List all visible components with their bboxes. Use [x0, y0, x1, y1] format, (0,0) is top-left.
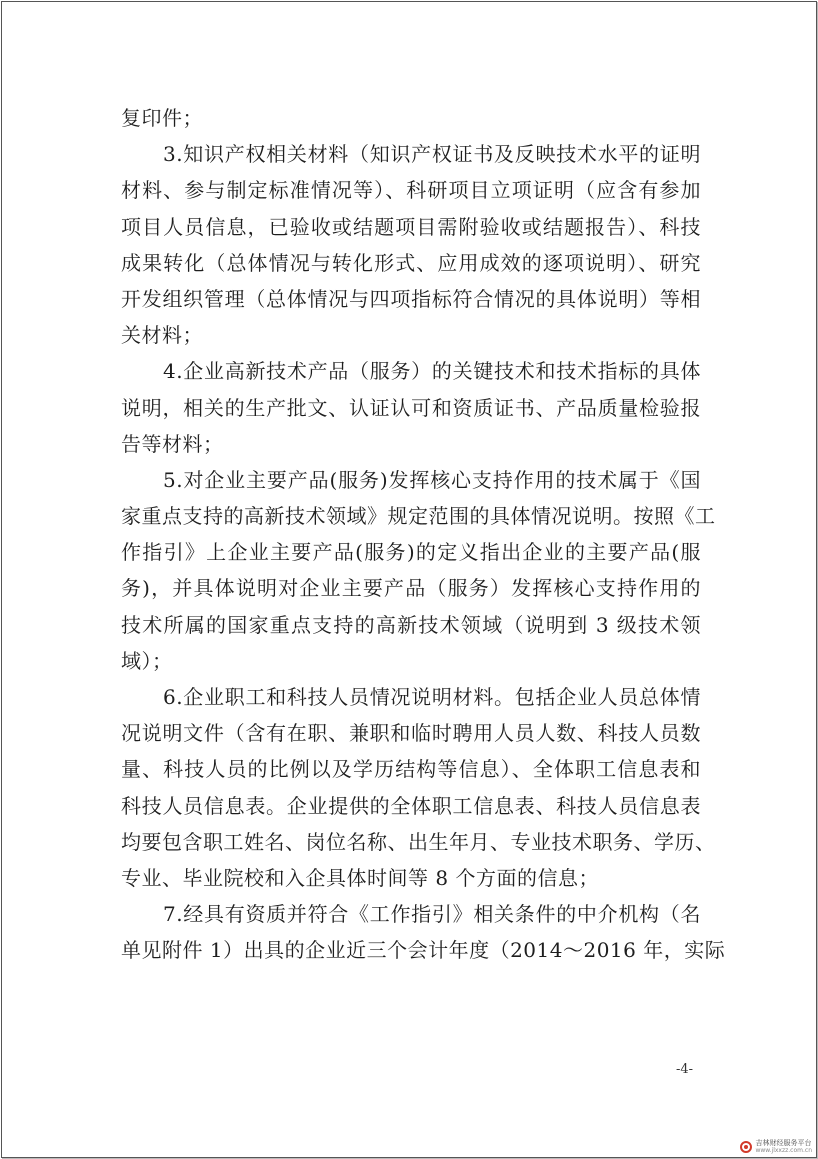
- text-line: 务)，并具体说明对企业主要产品（服务）发挥核心支持作用的: [121, 576, 701, 601]
- watermark: [740, 1139, 812, 1155]
- text-line: 成果转化（总体情况与转化形式、应用成效的逐项说明）、研究: [121, 250, 701, 275]
- text-line: 6.企业职工和科技人员情况说明材料。包括企业人员总体情: [163, 685, 701, 709]
- watermark-url: www.jlxxzz.com.cn: [755, 1147, 812, 1154]
- text-line: 关材料；: [121, 323, 203, 348]
- text-line: 7.经具有资质并符合《工作指引》相关条件的中介机构（名: [163, 902, 701, 927]
- text-line: 况说明文件（含有在职、兼职和临时聘用人员人数、科技人员数: [121, 721, 701, 746]
- text-line: 材料、参与制定标准情况等）、科研项目立项证明（应含有参加: [121, 178, 701, 203]
- text-line: 量、科技人员的比例以及学历结构等信息）、全体职工信息表和: [121, 757, 701, 782]
- text-line: 5.对企业主要产品(服务)发挥核心支持作用的技术属于《国: [163, 467, 701, 492]
- text-line: 科技人员信息表。企业提供的全体职工信息表、科技人员信息表: [121, 793, 701, 818]
- text-line: 作指引》上企业主要产品(服务)的定义指出企业的主要产品(服: [121, 540, 701, 565]
- text-line: 单见附件 1）出具的企业近三个会计年度（2014～2016 年，实际: [121, 938, 726, 963]
- text-line: 专业、毕业院校和入企具体时间等 8 个方面的信息；: [121, 865, 599, 890]
- text-line: 技术所属的国家重点支持的高新技术领域（说明到 3 级技术领: [121, 612, 701, 637]
- text-line: 说明，相关的生产批文、认证认可和资质证书、产品质量检验报: [121, 395, 701, 420]
- text-line: 开发组织管理（总体情况与四项指标符合情况的具体说明）等相: [121, 286, 701, 311]
- document-body: [121, 100, 726, 969]
- page-number: -4-: [676, 1062, 694, 1077]
- text-line: 家重点支持的高新技术领域》规定范围的具体情况说明。按照《工: [121, 504, 716, 529]
- text-line: 4.企业高新技术产品（服务）的关键技术和技术指标的具体: [163, 359, 701, 384]
- watermark-title: 吉林财经服务平台: [755, 1139, 812, 1147]
- text-line: 告等材料；: [121, 431, 224, 456]
- text-line: 域）；: [121, 648, 173, 673]
- document-page: [1, 1, 817, 1158]
- text-line: 3.知识产权相关材料（知识产权证书及反映技术水平的证明: [163, 142, 701, 167]
- text-line: 均要包含职工姓名、岗位名称、出生年月、专业技术职务、学历、: [121, 829, 716, 854]
- watermark-logo-icon: [740, 1141, 752, 1153]
- text-line: 项目人员信息，已验收或结题项目需附验收或结题报告）、科技: [121, 214, 701, 239]
- text-line: 复印件；: [121, 106, 203, 130]
